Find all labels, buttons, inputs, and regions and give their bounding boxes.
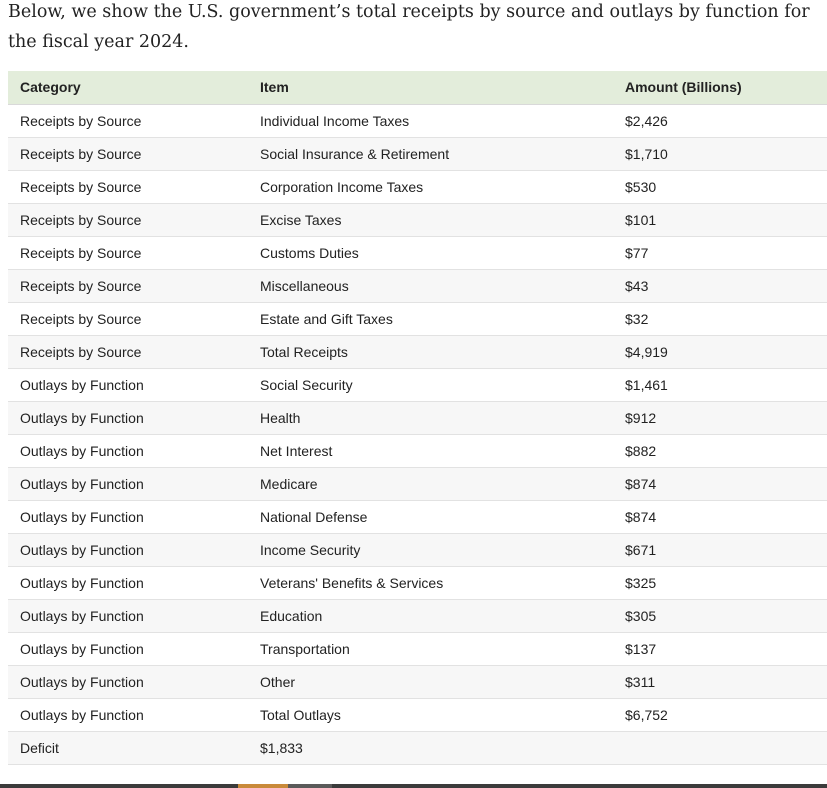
cell-amount: $1,710	[625, 145, 668, 162]
cell-item: Customs Duties	[260, 244, 359, 261]
table-header-row	[8, 71, 827, 104]
cell-amount: $137	[625, 640, 657, 657]
table-row	[8, 632, 827, 665]
receipts-outlays-table	[8, 71, 827, 765]
table-row	[8, 401, 827, 434]
table-row	[8, 500, 827, 533]
table-row	[8, 236, 827, 269]
table-row	[8, 269, 827, 302]
cell-amount: $530	[625, 178, 657, 195]
table-row	[8, 434, 827, 467]
cell-amount	[613, 731, 827, 764]
cell-item: Net Interest	[260, 442, 333, 459]
cell-amount: $882	[625, 442, 657, 459]
cell-category: Receipts by Source	[20, 178, 142, 195]
cell-item: Social Insurance & Retirement	[260, 145, 450, 162]
cell-item: Transportation	[260, 640, 350, 657]
cell-amount: $2,426	[625, 112, 668, 129]
table-row	[8, 302, 827, 335]
cell-category: Outlays by Function	[20, 508, 144, 525]
cell-category: Receipts by Source	[20, 277, 142, 294]
cell-amount: $325	[625, 574, 657, 591]
cell-item: Other	[260, 673, 296, 690]
cell-category: Receipts by Source	[20, 211, 142, 228]
cell-item: Estate and Gift Taxes	[260, 310, 393, 327]
cell-category: Receipts by Source	[20, 310, 142, 327]
cell-category: Receipts by Source	[20, 244, 142, 261]
cell-category: Receipts by Source	[20, 112, 142, 129]
bottom-bar	[0, 784, 827, 788]
cell-item: Total Outlays	[260, 706, 341, 723]
cell-category: Outlays by Function	[20, 409, 144, 426]
table-row	[8, 467, 827, 500]
cell-category: Receipts by Source	[20, 145, 142, 162]
cell-item: Miscellaneous	[260, 277, 349, 294]
cell-item: $1,833	[260, 739, 303, 756]
table-row	[8, 104, 827, 137]
column-header-amount: Amount (Billions)	[613, 71, 827, 104]
cell-category: Outlays by Function	[20, 673, 144, 690]
table-row	[8, 566, 827, 599]
cell-amount: $6,752	[625, 706, 668, 723]
table-body	[8, 104, 827, 764]
cell-amount: $671	[625, 541, 657, 558]
cell-item: Education	[260, 607, 323, 624]
cell-amount: $101	[625, 211, 657, 228]
table-row	[8, 203, 827, 236]
cell-amount: $32	[625, 310, 649, 327]
column-header-category: Category	[8, 71, 248, 104]
cell-item: Income Security	[260, 541, 361, 558]
cell-item: Social Security	[260, 376, 353, 393]
cell-category: Outlays by Function	[20, 475, 144, 492]
cell-amount: $1,461	[625, 376, 668, 393]
column-header-item: Item	[248, 71, 613, 104]
cell-amount: $4,919	[625, 343, 668, 360]
bottom-bar-highlight	[238, 784, 288, 788]
table-header	[8, 71, 827, 104]
cell-item: Health	[260, 409, 301, 426]
cell-item: Veterans' Benefits & Services	[260, 574, 444, 591]
cell-amount: $912	[625, 409, 657, 426]
table-row	[8, 599, 827, 632]
bottom-bar-segment	[288, 784, 332, 788]
table-row	[8, 698, 827, 731]
cell-amount: $43	[625, 277, 649, 294]
table-row	[8, 731, 827, 764]
cell-category: Outlays by Function	[20, 706, 144, 723]
table-row	[8, 665, 827, 698]
table-row	[8, 533, 827, 566]
cell-category: Outlays by Function	[20, 640, 144, 657]
data-table-container	[8, 71, 827, 765]
table-row	[8, 170, 827, 203]
table-row	[8, 335, 827, 368]
cell-category: Outlays by Function	[20, 442, 144, 459]
cell-category: Outlays by Function	[20, 574, 144, 591]
cell-amount: $77	[625, 244, 649, 261]
cell-amount: $311	[625, 673, 656, 690]
table-row	[8, 137, 827, 170]
cell-amount: $874	[625, 508, 657, 525]
intro-paragraph: Below, we show the U.S. government’s total receipts by source and outlays by function for the fiscal year 2024.	[8, 2, 810, 52]
cell-item: National Defense	[260, 508, 368, 525]
cell-amount: $874	[625, 475, 657, 492]
cell-amount: $305	[625, 607, 657, 624]
cell-category: Deficit	[20, 739, 59, 756]
cell-item: Corporation Income Taxes	[260, 178, 424, 195]
cell-item: Excise Taxes	[260, 211, 342, 228]
table-row	[8, 368, 827, 401]
cell-category: Outlays by Function	[20, 607, 144, 624]
cell-item: Individual Income Taxes	[260, 112, 410, 129]
cell-item: Total Receipts	[260, 343, 348, 360]
cell-category: Outlays by Function	[20, 541, 144, 558]
cell-category: Outlays by Function	[20, 376, 144, 393]
cell-category: Receipts by Source	[20, 343, 142, 360]
cell-item: Medicare	[260, 475, 318, 492]
